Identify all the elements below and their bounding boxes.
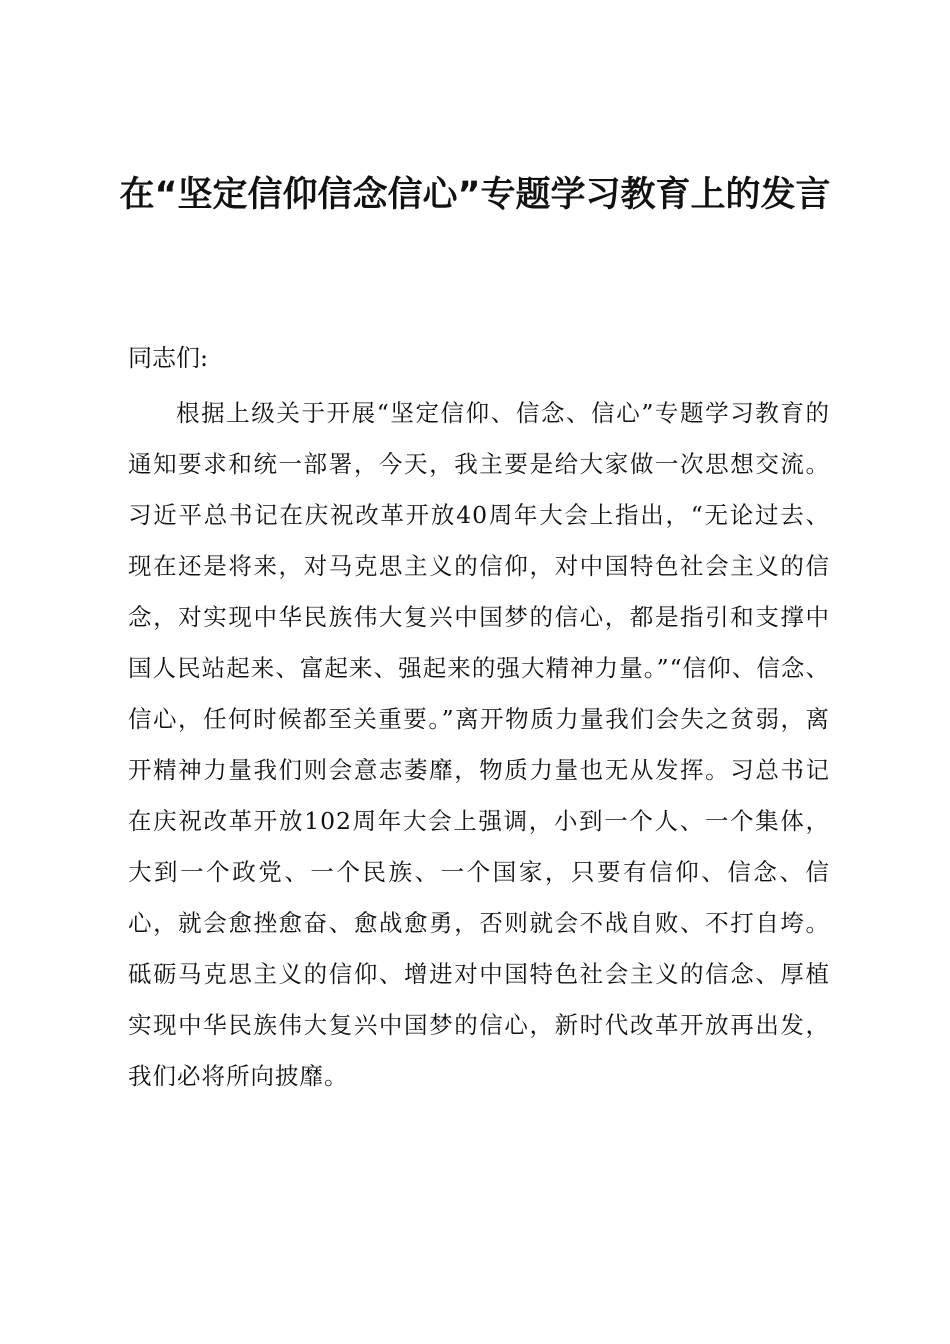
- body-paragraph: 根据上级关于开展“坚定信仰、信念、信心”专题学习教育的通知要求和统一部署，今天，我主要是给大家做一次思想交流。习近平总书记在庆祝改革开放40周年大会上指出，“无论过去、现在还是将来，对马克思主义的信仰，对中国特色社会主义的信念，对实现中华民族伟大复兴中国梦的信心，都是指引和支撑中国人民站起来、富起来、强起来的强大精神力量。”“信仰、信念、信心，任何时候都至关重要。”离开物质力量我们会失之贫弱，离开精神力量我们则会意志萎靡，物质力量也无从发挥。习总书记在庆祝改革开放102周年大会上强调，小到一个人、一个集体，大到一个政党、一个民族、一个国家，只要有信仰、信念、信心，就会愈挫愈奋、愈战愈勇，否则就会不战自败、不打自垮。砥砺马克思主义的信仰、增进对中国特色社会主义的信念、厚植实现中华民族伟大复兴中国梦的信心，新时代改革开放再出发，我们必将所向披靡。: [128, 399, 830, 1090]
- greeting-line: 同志们:: [128, 344, 209, 372]
- document-title: 在“坚定信仰信念信心”专题学习教育上的发言: [119, 175, 831, 215]
